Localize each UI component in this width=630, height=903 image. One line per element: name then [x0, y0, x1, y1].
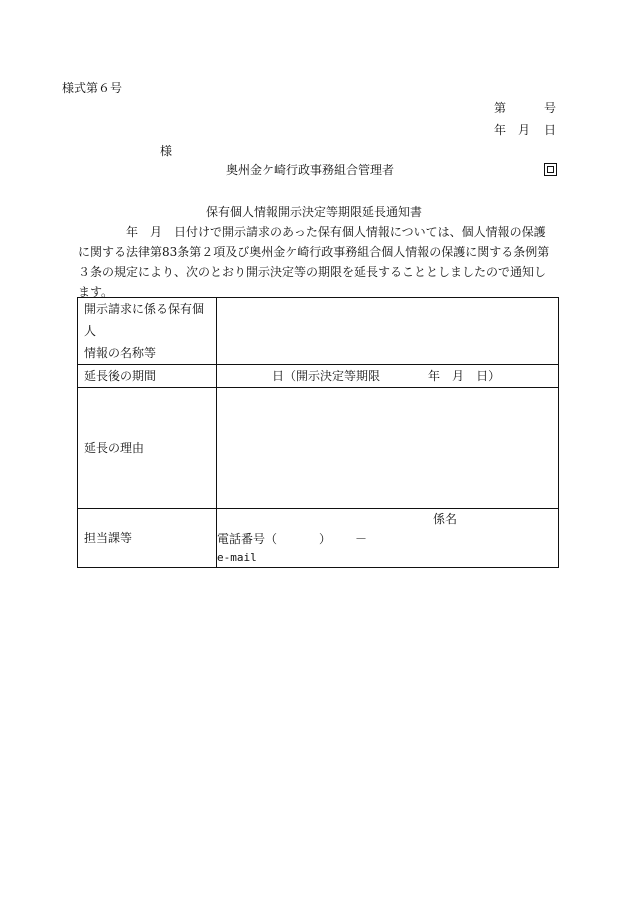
phone-number-line [217, 531, 367, 547]
document-number-suffix: 号 [544, 101, 557, 115]
phone-label: 電話番号（ [217, 532, 278, 546]
phone-paren-close: ） [319, 532, 332, 546]
table-row [78, 388, 559, 509]
period-month: 月 [452, 369, 465, 383]
issuer-name: 奥州金ケ崎行政事務組合管理者 [226, 163, 395, 177]
date-month: 月 [518, 123, 531, 137]
date-year: 年 [494, 123, 507, 137]
extended-period-field[interactable] [217, 365, 559, 388]
label-info-name-line2: 情報の名称等 [84, 346, 157, 360]
label-extension-reason: 延長の理由 [78, 388, 217, 509]
body-line-1-text: 日付けで開示請求のあった保有個人情報については、個人情報の保護 [174, 225, 546, 239]
period-day: 日 [272, 369, 285, 383]
body-year: 年 [126, 225, 139, 239]
body-month: 月 [150, 225, 163, 239]
table-row [78, 509, 559, 568]
table-row [78, 365, 559, 388]
notice-form-table [77, 297, 559, 568]
section-name-label: 係名 [433, 512, 458, 526]
form-number: 様式第６号 [62, 81, 123, 95]
body-line-1 [78, 222, 560, 242]
date-day: 日 [544, 123, 557, 137]
extension-reason-field[interactable] [217, 388, 559, 509]
body-line-2: に関する法律第83条第２項及び奥州金ケ崎行政事務組合個人情報の保護に関する条例第 [78, 245, 550, 259]
info-name-field[interactable] [217, 298, 559, 365]
body-line-4: ます。 [78, 285, 114, 299]
label-contact-department: 担当課等 [78, 509, 217, 568]
seal-icon [544, 163, 557, 176]
document-number-prefix: 第 [494, 101, 507, 115]
contact-field[interactable] [217, 509, 559, 568]
addressee-suffix: 様 [160, 144, 173, 158]
period-year: 年 [428, 369, 441, 383]
body-line-3: ３条の規定により、次のとおり開示決定等の期限を延長することとしましたので通知し [78, 265, 547, 279]
label-info-name [78, 298, 217, 365]
notice-body [78, 222, 560, 302]
label-info-name-line1: 開示請求に係る保有個人 [84, 302, 205, 338]
phone-dash: － [355, 532, 368, 546]
label-extended-period: 延長後の期間 [78, 365, 217, 388]
document-title: 保有個人情報開示決定等期限延長通知書 [206, 205, 423, 219]
email-label: e-mail [217, 551, 257, 564]
table-row [78, 298, 559, 365]
period-deadline-close: 日） [476, 369, 501, 383]
period-deadline-open: （開示決定等期限 [284, 369, 381, 383]
